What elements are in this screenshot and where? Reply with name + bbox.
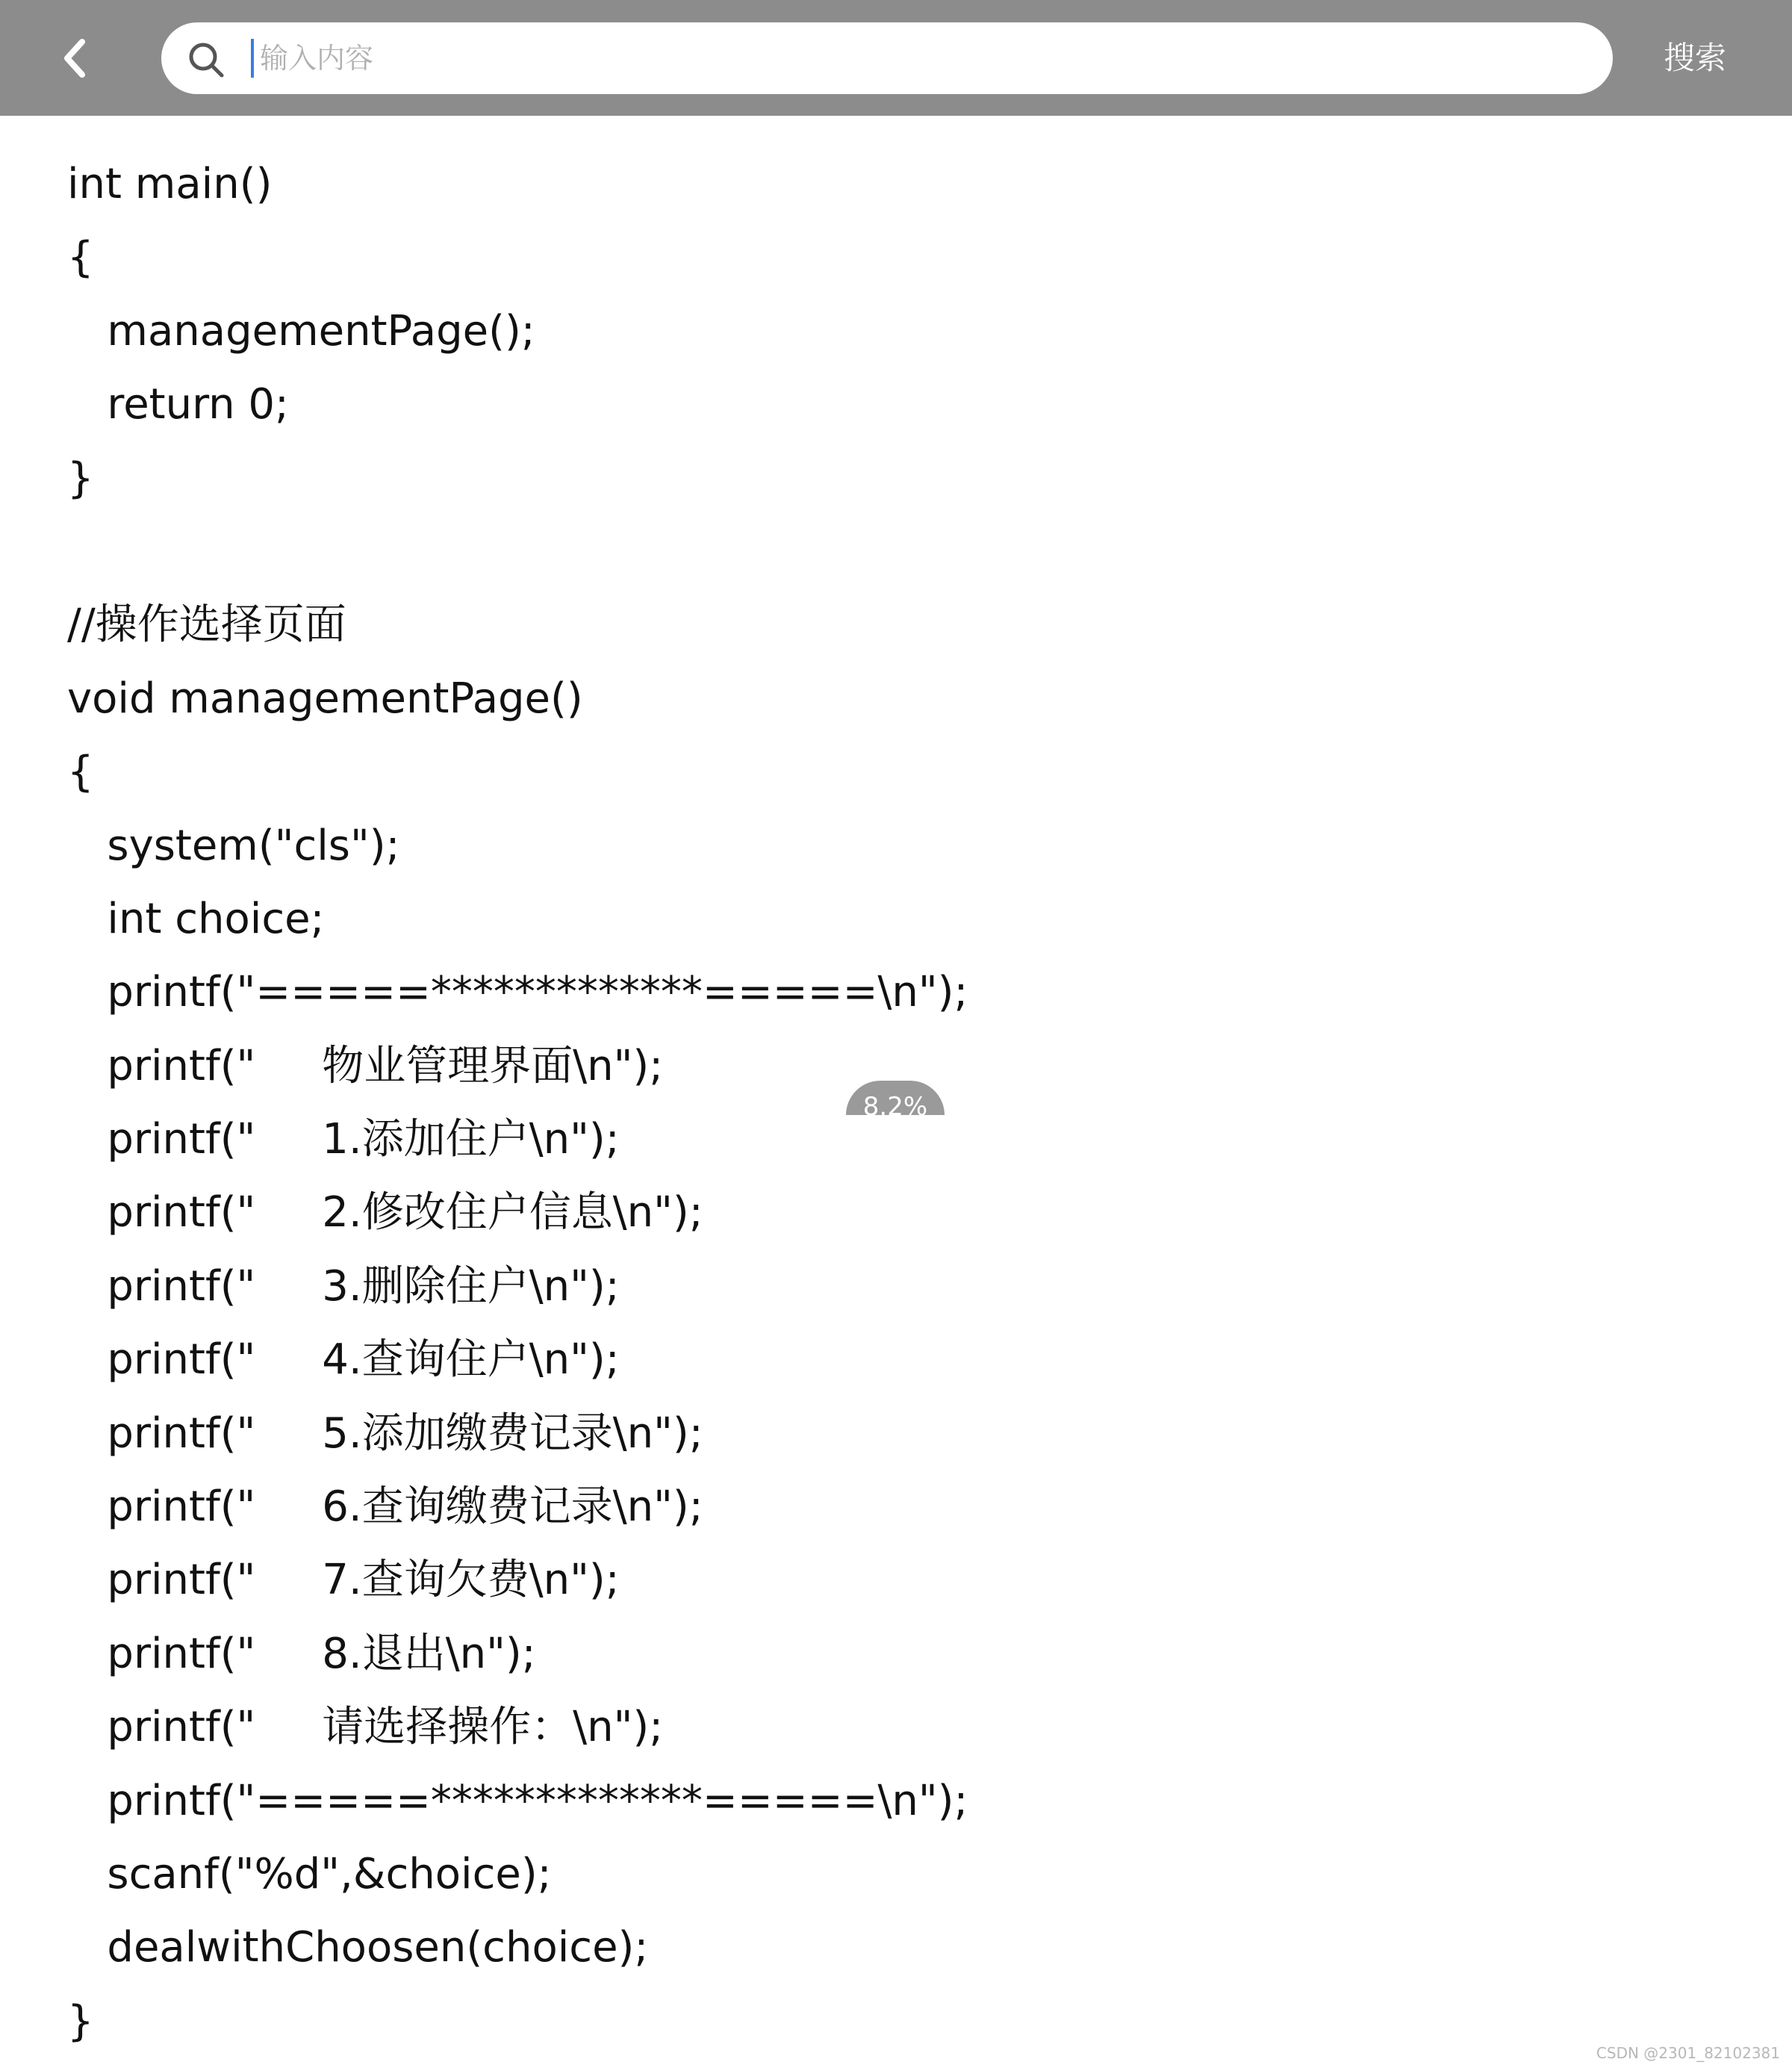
search-input[interactable]: [260, 31, 1574, 85]
code-line: printf("=====*************=====\n");: [67, 968, 968, 1017]
code-line: printf(" 6.查询缴费记录\n");: [67, 1482, 703, 1532]
code-line: int choice;: [67, 894, 325, 943]
scroll-progress-badge: 8.2%: [846, 1081, 945, 1115]
search-box[interactable]: [161, 22, 1613, 94]
code-line: }: [67, 1996, 94, 2046]
code-line: dealwithChoosen(choice);: [67, 1923, 649, 1972]
code-line: system("cls");: [67, 821, 400, 870]
code-line: scanf("%d",&choice);: [67, 1849, 552, 1898]
code-line: printf("=====*************=====\n");: [67, 1776, 968, 1825]
code-line: [67, 515, 1710, 589]
code-line: printf(" 8.退出\n");: [67, 1629, 536, 1678]
code-line: return 0;: [67, 380, 289, 429]
text-cursor: [251, 39, 254, 78]
code-line: printf(" 4.查询住户\n");: [67, 1335, 620, 1385]
code-line: void managementPage(): [67, 674, 583, 723]
code-line: printf(" 2.修改住户信息\n");: [67, 1188, 703, 1238]
search-icon: [187, 40, 225, 79]
code-line: printf(" 3.删除住户\n");: [67, 1261, 620, 1311]
code-line: managementPage();: [67, 306, 535, 355]
code-line: }: [67, 453, 94, 503]
search-button[interactable]: 搜索: [1663, 40, 1726, 76]
top-bar: [0, 0, 1792, 116]
chevron-left-icon: [60, 37, 90, 79]
code-line: {: [67, 233, 94, 282]
back-button[interactable]: [45, 28, 105, 88]
watermark: CSDN @2301_82102381: [1596, 2044, 1780, 2062]
code-line: printf(" 物业管理界面\n");: [67, 1041, 664, 1090]
code-line: printf(" 7.查询欠费\n");: [67, 1556, 620, 1605]
code-line: printf(" 1.添加住户\n");: [67, 1115, 620, 1164]
code-line: {: [67, 748, 94, 797]
code-line: printf(" 5.添加缴费记录\n");: [67, 1409, 703, 1458]
code-line: int main(): [67, 160, 273, 208]
code-line: printf(" 请选择操作：\n");: [67, 1703, 664, 1752]
code-line: //操作选择页面: [67, 600, 346, 650]
